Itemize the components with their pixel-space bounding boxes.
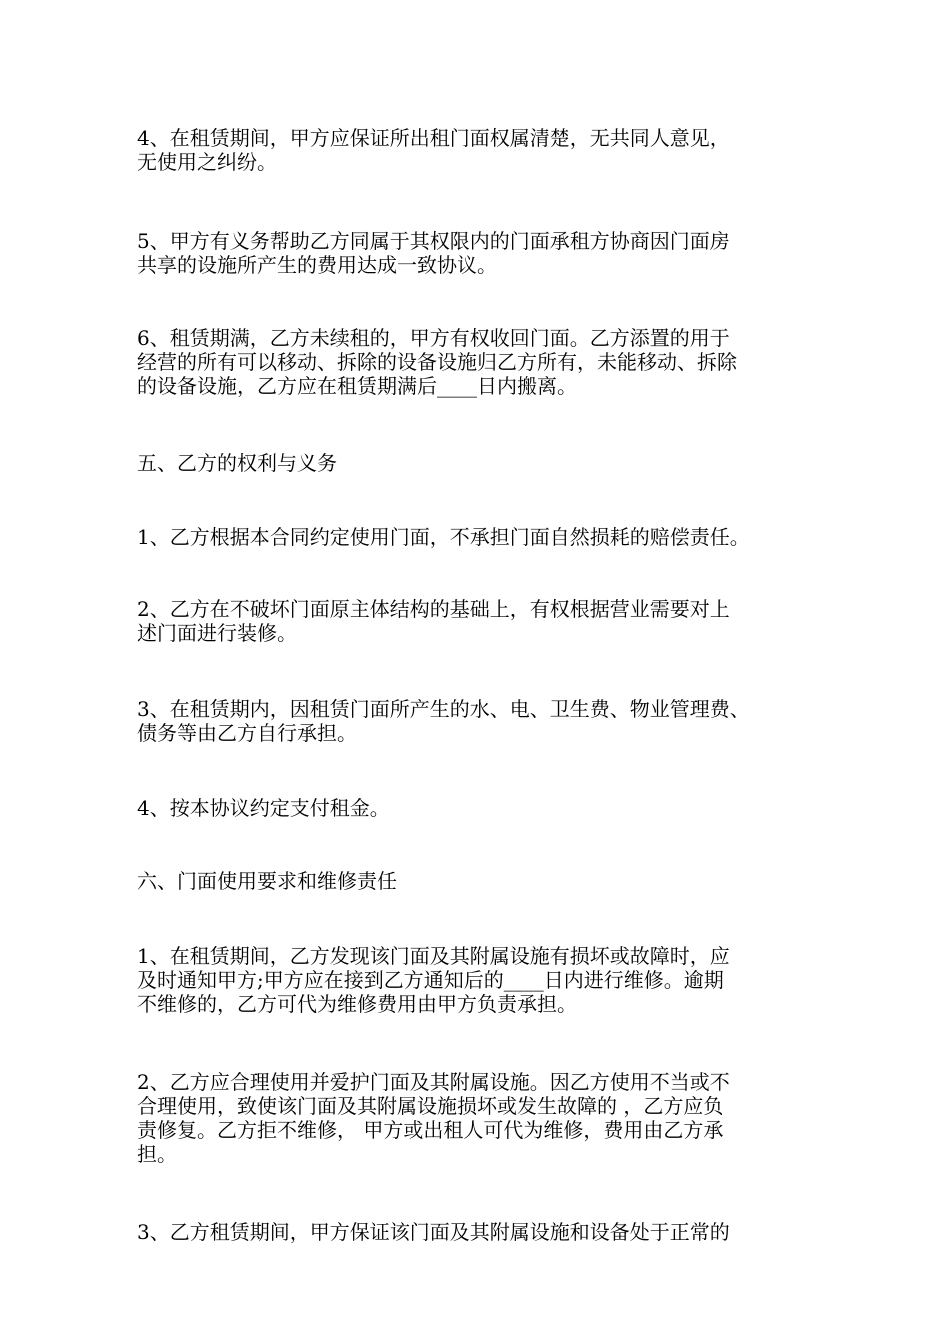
- clause-1-repair-notice: [137, 944, 837, 1016]
- clause-3-lessee-utilities: [137, 697, 837, 745]
- clause-2-lessee-renovation: [137, 597, 837, 645]
- text-line: 及时通知甲方;甲方应在接到乙方通知后的____日内进行维修。逾期: [137, 968, 724, 992]
- section-heading-text: 六、门面使用要求和维修责任: [137, 869, 397, 893]
- clause-4-lessor-title-guarantee: [137, 126, 837, 174]
- text-line: 3、在租赁期内，因租赁门面所产生的水、电、卫生费、物业管理费、: [137, 697, 750, 721]
- text-line: 合理使用，致使该门面及其附属设施损坏或发生故障的 ，乙方应负: [137, 1094, 724, 1118]
- text-line: 经营的所有可以移动、拆除的设备设施归乙方所有，未能移动、拆除: [137, 350, 737, 374]
- text-line: 1、乙方根据本合同约定使用门面，不承担门面自然损耗的赔偿责任。: [137, 525, 750, 549]
- text-line: 4、按本协议约定支付租金。: [137, 796, 390, 820]
- text-line: 述门面进行装修。: [137, 621, 297, 645]
- text-line: 4、在租赁期间，甲方应保证所出租门面权属清楚，无共同人意见，: [137, 126, 730, 150]
- text-line: 共享的设施所产生的费用达成一致协议。: [137, 253, 497, 277]
- text-line: 2、乙方在不破坏门面原主体结构的基础上，有权根据营业需要对上: [137, 597, 730, 621]
- text-line: 无使用之纠纷。: [137, 150, 277, 174]
- text-line: 的设备设施，乙方应在租赁期满后____日内搬离。: [137, 374, 577, 398]
- text-line: 担。: [137, 1142, 177, 1166]
- section-heading-six: [137, 869, 837, 893]
- text-line: 不维修的，乙方可代为维修费用由甲方负责承担。: [137, 992, 577, 1016]
- section-heading-text: 五、乙方的权利与义务: [137, 451, 337, 475]
- text-line: 3、乙方租赁期间，甲方保证该门面及其附属设施和设备处于正常的: [137, 1220, 730, 1244]
- clause-2-lessee-care: [137, 1070, 837, 1166]
- clause-4-pay-rent: [137, 796, 837, 820]
- clause-3-facility-condition: [137, 1220, 837, 1244]
- text-line: 责修复。乙方拒不维修， 甲方或出租人可代为维修，费用由乙方承: [137, 1118, 724, 1142]
- clause-5-lessor-coordination: [137, 229, 837, 277]
- text-line: 1、在租赁期间，乙方发现该门面及其附属设施有损坏或故障时，应: [137, 944, 730, 968]
- clause-6-lease-expiry: [137, 326, 837, 398]
- section-heading-five: [137, 451, 837, 475]
- text-line: 6、租赁期满，乙方未续租的，甲方有权收回门面。乙方添置的用于: [137, 326, 730, 350]
- clause-1-lessee-use: [137, 525, 837, 549]
- text-line: 债务等由乙方自行承担。: [137, 721, 357, 745]
- text-line: 2、乙方应合理使用并爱护门面及其附属设施。因乙方使用不当或不: [137, 1070, 730, 1094]
- text-line: 5、甲方有义务帮助乙方同属于其权限内的门面承租方协商因门面房: [137, 229, 730, 253]
